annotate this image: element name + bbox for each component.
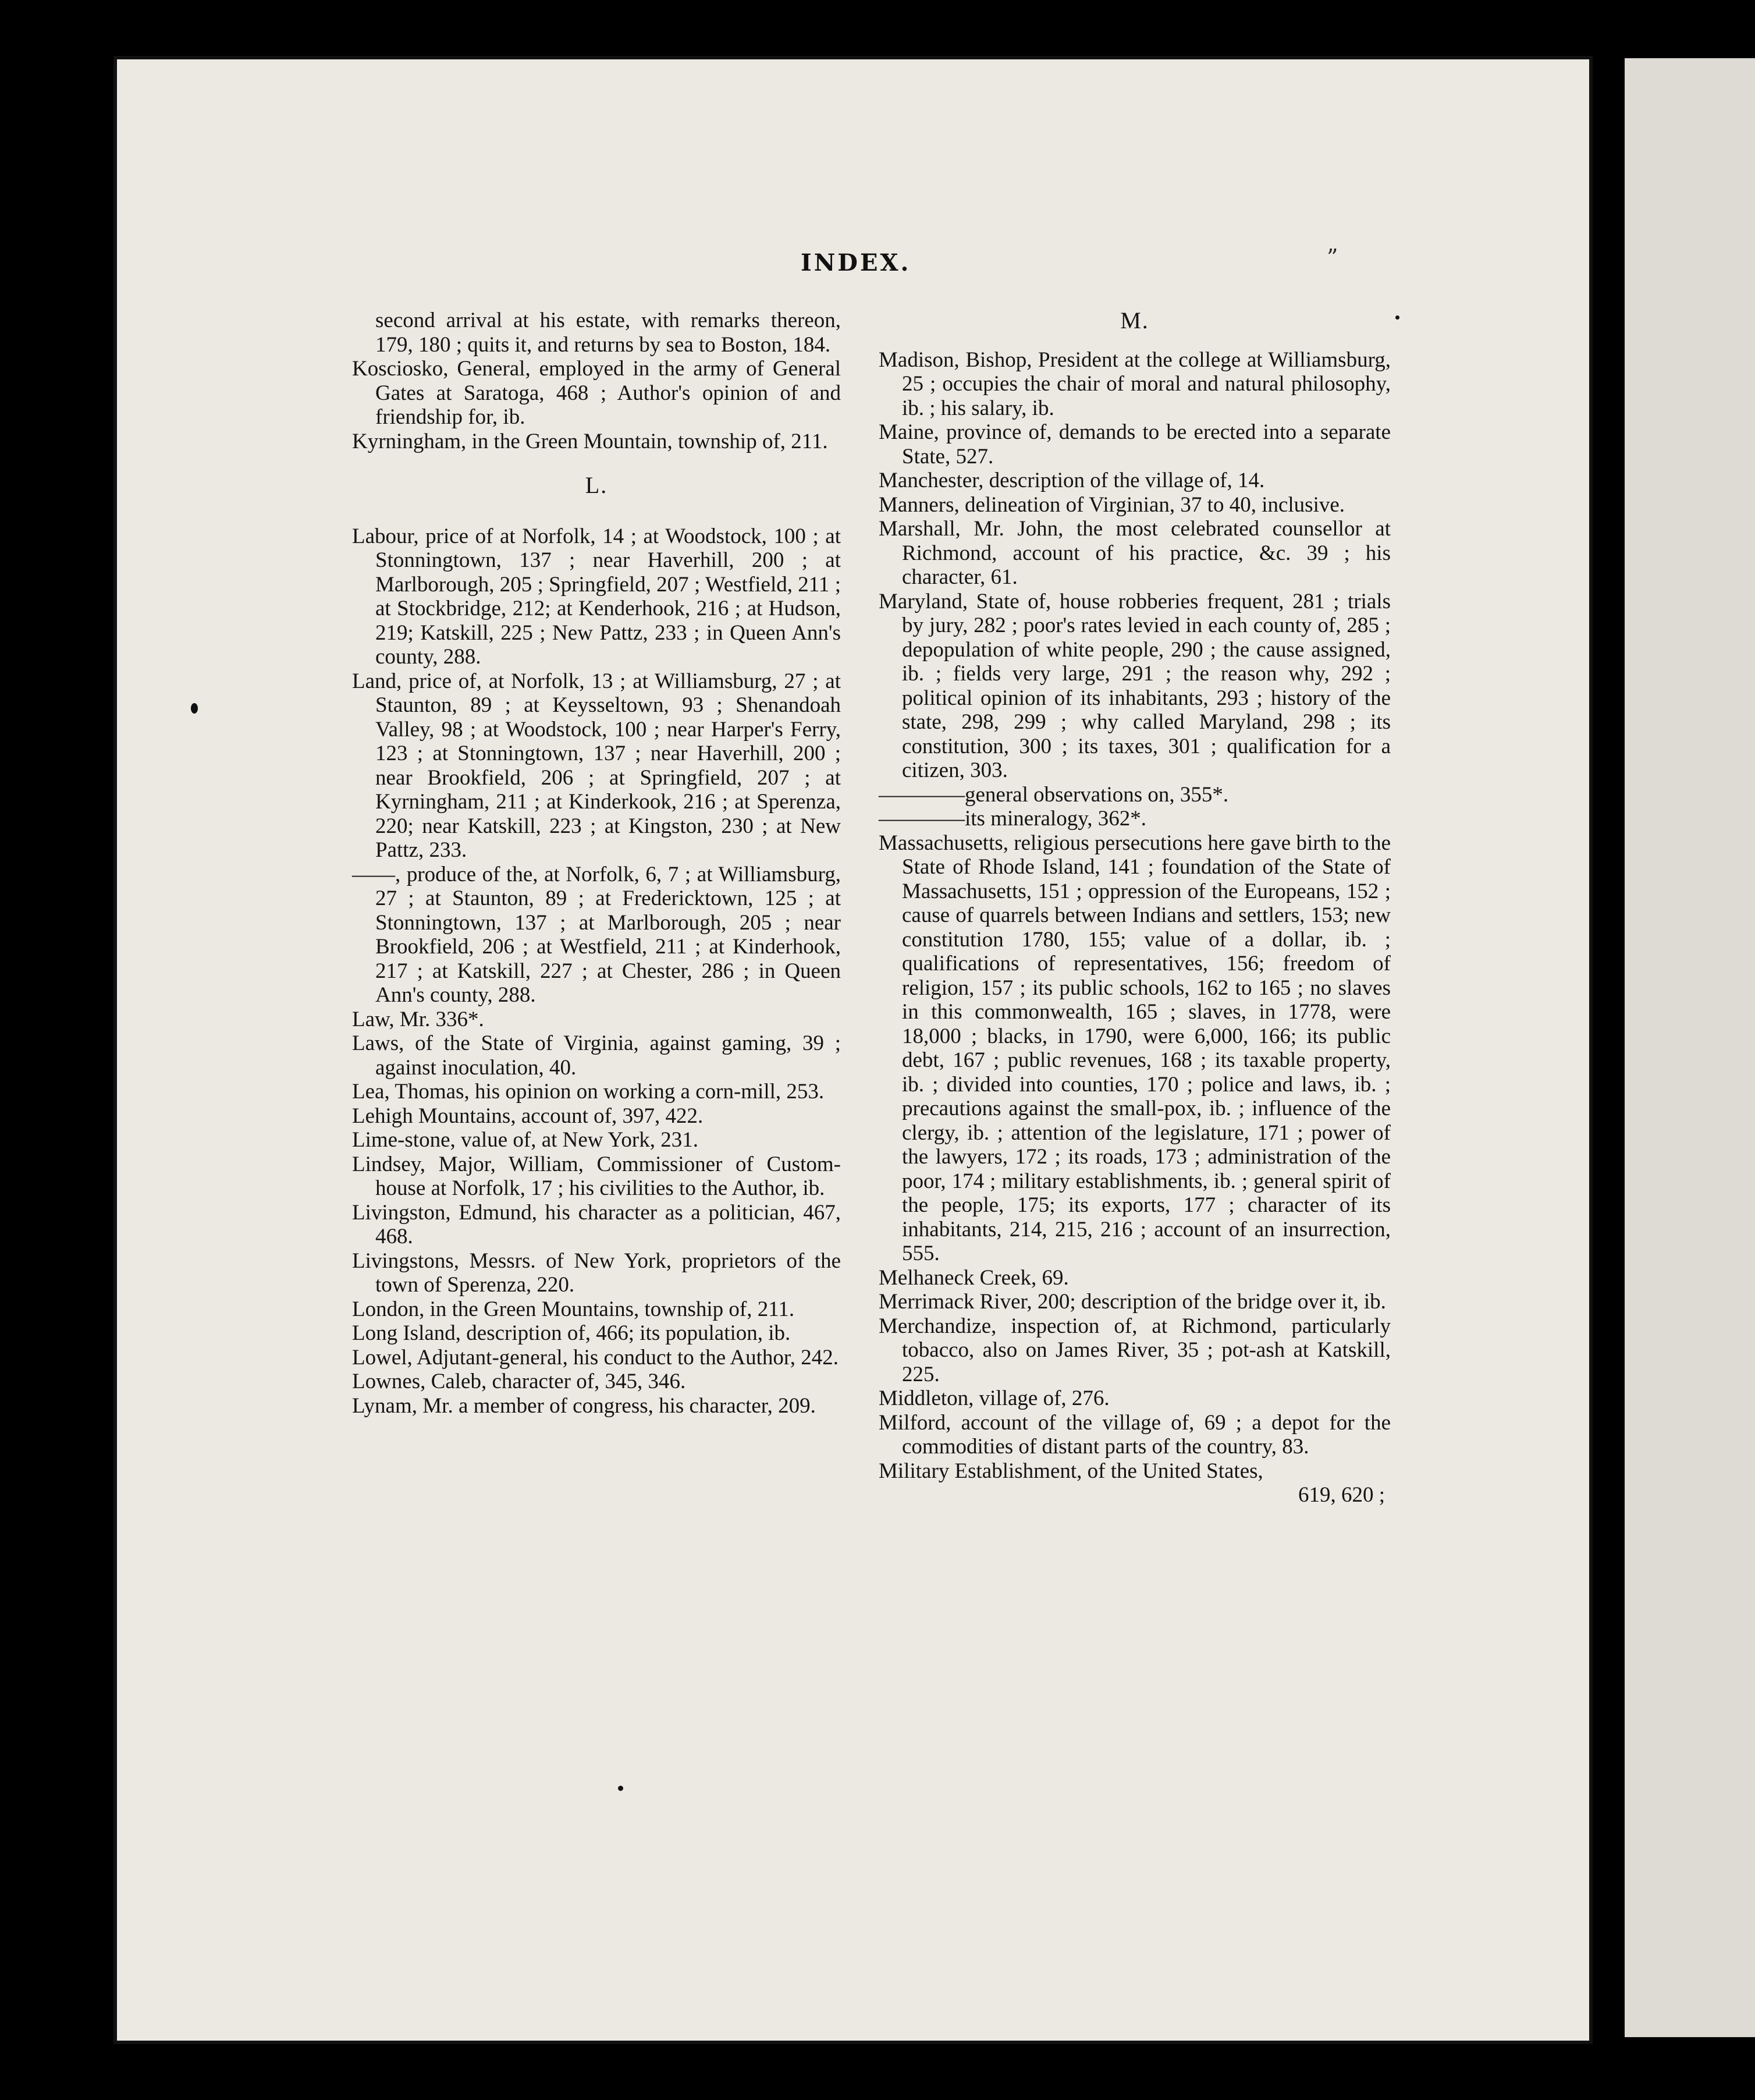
section-letter-m: M. [1120, 307, 1149, 334]
index-entry: Lynam, Mr. a member of congress, his character, 209. [352, 1393, 816, 1418]
index-entry: Melhaneck Creek, 69. [879, 1265, 1069, 1290]
index-entry-tail: 619, 620 ; [1298, 1483, 1385, 1507]
index-entry: Lowel, Adjutant-general, his conduct to the Author, 242. [352, 1345, 839, 1370]
index-entry: Kosciosko, General, employed in the army of General Gates at Saratoga, 468 ; Author's opinion of and friendship for, ib. [352, 357, 841, 429]
index-entry: Long Island, description of, 466; its population, ib. [352, 1321, 791, 1345]
index-entry: Livingston, Edmund, his character as a politician, 467, 468. [352, 1200, 841, 1248]
index-entry: Maine, province of, demands to be erected into a separate State, 527. [879, 420, 1391, 469]
index-entry: Merchandize, inspection of, at Richmond, particularly tobacco, also on James River, 35 ; pot-ash at Katskill, 225. [879, 1314, 1391, 1386]
index-entry: Lindsey, Major, William, Commissioner of Custom-house at Norfolk, 17 ; his civilities to the Author, ib. [352, 1152, 841, 1200]
index-entry: Laws, of the State of Virginia, against gaming, 39 ; against inoculation, 40. [352, 1031, 841, 1080]
index-entry: Lehigh Mountains, account of, 397, 422. [352, 1104, 704, 1128]
index-entry: Law, Mr. 336*. [352, 1007, 484, 1031]
index-entry: Milford, account of the village of, 69 ; a depot for the commodities of distant parts of the country, 83. [879, 1410, 1391, 1459]
index-entry: London, in the Green Mountains, township of, 211. [352, 1297, 795, 1321]
index-entry: Manchester, description of the village of, 14. [879, 469, 1265, 492]
left-column [352, 308, 841, 1418]
index-entry: Maryland, State of, house robberies frequent, 281 ; trials by jury, 282 ; poor's rates levied in each county of, 285 ; depopulation of white people, 290 ; the cause assigned, ib. ; fields very large, 291 ; the reason why, 292 ; political opinion of its inhabitants, 293 ; history of the state, 298, 299 ; why called Maryland, 298 ; its constitution, 300 ; its taxes, 301 ; qualification for a citizen, 303. [879, 589, 1391, 782]
ink-speck [191, 703, 198, 714]
index-sub-entry: ————general observations on, 355*. [879, 782, 1229, 807]
index-entry: Livingstons, Messrs. of New York, proprietors of the town of Sperenza, 220. [352, 1248, 841, 1297]
right-column [879, 308, 1391, 1507]
index-entry: Military Establishment, of the United States, [879, 1459, 1263, 1483]
index-entry: Merrimack River, 200; description of the bridge over it, ib. [879, 1290, 1386, 1314]
index-entry: Kyrningham, in the Green Mountain, township of, 211. [352, 429, 828, 453]
index-sub-entry: ————its mineralogy, 362*. [879, 807, 1147, 831]
index-entry: Labour, price of at Norfolk, 14 ; at Woodstock, 100 ; at Stonningtown, 137 ; near Haverhill, 200 ; at Marlborough, 205 ; Springfield, 207 ; Westfield, 211 ; at Stockbridge, 212; at Kenderhook, 216 ; at Hudson, 219; Katskill, 225 ; New Pattz, 233 ; in Queen Ann's county, 288. [352, 524, 841, 669]
section-letter-l: L. [585, 472, 608, 498]
index-entry: Madison, Bishop, President at the college at Williamsburg, 25 ; occupies the chair of moral and natural philosophy, ib. ; his salary, ib. [879, 347, 1391, 420]
running-head: INDEX. [801, 249, 911, 276]
index-entry: Lime-stone, value of, at New York, 231. [352, 1128, 698, 1152]
ink-speck [1395, 315, 1399, 320]
page-mark: ” [1327, 244, 1338, 270]
ink-speck [618, 1786, 623, 1791]
index-entry: Land, price of, at Norfolk, 13 ; at Williamsburg, 27 ; at Staunton, 89 ; at Keysseltown, 93 ; Shenandoah Valley, 98 ; at Woodstock, 100 ; near Harper's Ferry, 123 ; at Stonningtown, 137 ; near Haverhill, 200 ; near Brookfield, 206 ; at Springfield, 207 ; at Kyrningham, 211 ; at Kinderkook, 216 ; at Sperenza, 220; near Katskill, 223 ; at Kingston, 230 ; at New Pattz, 233. [352, 669, 841, 862]
index-entry: Marshall, Mr. John, the most celebrated counsellor at Richmond, account of his practice, &c. 39 ; his character, 61. [879, 517, 1391, 589]
index-entry: Manners, delineation of Virginian, 37 to 40, inclusive. [879, 492, 1345, 517]
index-entry: Middleton, village of, 276. [879, 1386, 1110, 1410]
index-entry-continuation: second arrival at his estate, with remarks thereon, 179, 180 ; quits it, and returns by sea to Boston, 184. [375, 308, 841, 357]
index-entry: Lownes, Caleb, character of, 345, 346. [352, 1370, 686, 1393]
index-entry: ——, produce of the, at Norfolk, 6, 7 ; at Williamsburg, 27 ; at Staunton, 89 ; at Fredericktown, 125 ; at Stonningtown, 137 ; at Marlborough, 205 ; near Brookfield, 206 ; at Westfield, 211 ; at Kinderhook, 217 ; at Katskill, 227 ; at Chester, 286 ; in Queen Ann's county, 288. [352, 862, 841, 1007]
index-entry: Massachusetts, religious persecutions here gave birth to the State of Rhode Island, 141 ; foundation of the State of Massachusetts, 151 ; oppression of the Europeans, 152 ; cause of quarrels between Indians and settlers, 153; new constitution 1780, 155; value of a dollar, ib. ; qualifications of representatives, 156; freedom of religion, 157 ; its public schools, 162 to 165 ; no slaves in this commonwealth, 165 ; slaves, in 1778, were 18,000 ; blacks, in 1790, were 6,000, 166; its public debt, 167 ; public revenues, 168 ; its taxable property, ib. ; divided into counties, 170 ; police and laws, ib. ; precautions against the small-pox, ib. ; influence of the clergy, ib. ; attention of the legislature, 171 ; power of the lawyers, 172 ; its roads, 173 ; administration of the poor, 174 ; military establishments, ib. ; general spirit of the people, 175; its exports, 177 ; character of its inhabitants, 214, 215, 216 ; account of an insurrection, 555. [879, 831, 1391, 1265]
index-entry: Lea, Thomas, his opinion on working a corn-mill, 253. [352, 1080, 825, 1104]
facing-page-edge [1625, 58, 1755, 2037]
